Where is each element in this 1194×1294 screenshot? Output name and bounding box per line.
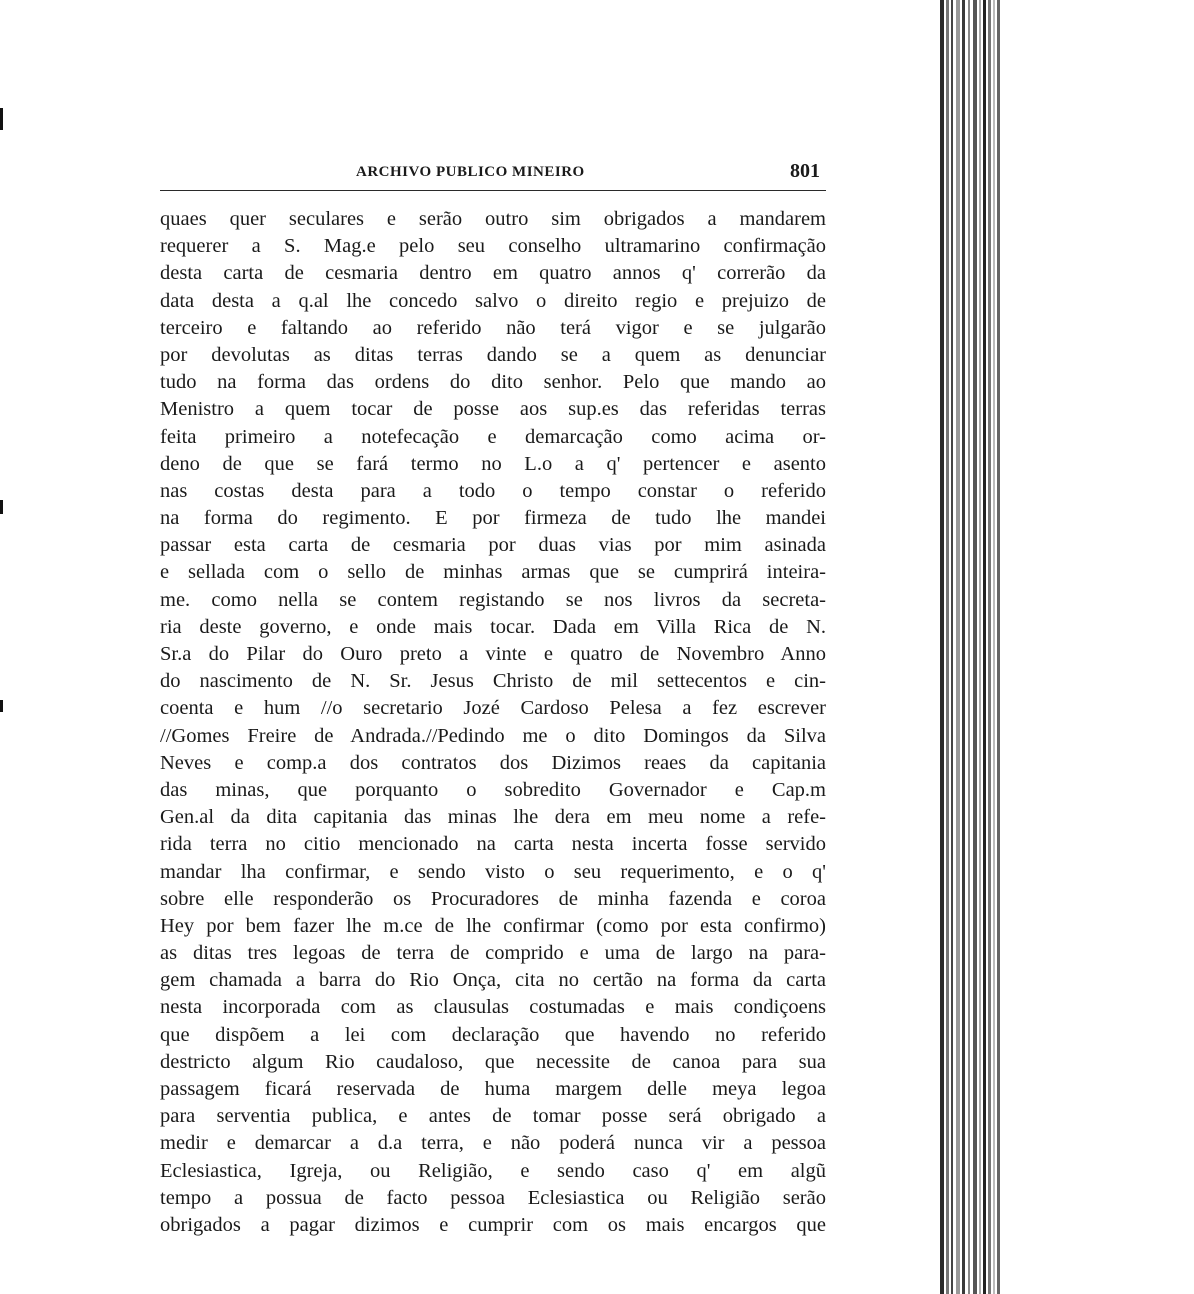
text-line: as ditas tres legoas de terra de comprido e uma de largo na para- <box>160 942 826 965</box>
text-line: rida terra no citio mencionado na carta nesta incerta fosse servido <box>160 833 826 856</box>
text-line: deno de que se fará termo no L.o a q' pertencer e asento <box>160 452 826 475</box>
text-line: Hey por bem fazer lhe m.ce de lhe confirmar (como por esta confirmo) <box>160 914 826 937</box>
text-line: do nascimento de N. Sr. Jesus Christo de mil settecentos e cin- <box>160 670 826 693</box>
text-line: medir e demarcar a d.a terra, e não poderá nunca vir a pessoa <box>160 1132 826 1155</box>
book-spine-edge <box>940 0 1194 1294</box>
text-line: Sr.a do Pilar do Ouro preto a vinte e quatro de Novembro Anno <box>160 643 826 665</box>
text-line: Eclesiastica, Igreja, ou Religião, e sendo caso q' em algũ <box>160 1159 826 1182</box>
text-line: mandar lha confirmar, e sendo visto o seu requerimento, e o q' <box>160 860 826 883</box>
running-head <box>160 160 826 186</box>
text-line: sobre elle responderão os Procuradores de minha fazenda e coroa <box>160 887 826 910</box>
text-line: Menistro a quem tocar de posse aos sup.es das referidas terras <box>160 398 826 421</box>
header-rule <box>160 190 826 191</box>
text-line: que dispõem a lei com declaração que havendo no referido <box>160 1023 826 1046</box>
text-line: feita primeiro a notefecação e demarcação como acima or- <box>160 425 826 448</box>
text-line: requerer a S. Mag.e pelo seu conselho ultramarino confirmação <box>160 235 826 258</box>
text-line: coenta e hum //o secretario Jozé Cardoso Pelesa a fez escrever <box>160 697 826 720</box>
text-line: das minas, que porquanto o sobredito Governador e Cap.m <box>160 778 826 801</box>
text-line: data desta a q.al lhe concedo salvo o direito regio e prejuizo de <box>160 289 826 312</box>
body-text <box>160 206 826 1239</box>
text-line: passagem ficará reservada de huma margem delle meya legoa <box>160 1078 826 1100</box>
text-line: quaes quer seculares e serão outro sim obrigados a mandarem <box>160 208 826 230</box>
text-line: passar esta carta de cesmaria por duas vias por mim asinada <box>160 534 826 557</box>
text-line: para serventia publica, e antes de tomar posse será obrigado a <box>160 1105 826 1128</box>
text-line: nesta incorporada com as clausulas costumadas e mais condiçoens <box>160 996 826 1019</box>
text-line: tempo a possua de facto pessoa Eclesiastica ou Religião serão <box>160 1186 826 1209</box>
text-line: me. como nella se contem registando se nos livros da secreta- <box>160 588 826 611</box>
text-line: e sellada com o sello de minhas armas que se cumprirá inteira- <box>160 561 826 584</box>
text-line: terceiro e faltando ao referido não terá vigor e se julgarão <box>160 316 826 339</box>
text-line: //Gomes Freire de Andrada.//Pedindo me o dito Domingos da Silva <box>160 724 826 747</box>
text-line: obrigados a pagar dizimos e cumprir com os mais encargos que <box>160 1213 826 1236</box>
text-line: tudo na forma das ordens do dito senhor. Pelo que mando ao <box>160 371 826 394</box>
text-line: ria deste governo, e onde mais tocar. Dada em Villa Rica de N. <box>160 615 826 638</box>
text-line: Neves e comp.a dos contratos dos Dizimos reaes da capitania <box>160 751 826 774</box>
text-line: desta carta de cesmaria dentro em quatro annos q' correrão da <box>160 262 826 285</box>
running-title: ARCHIVO PUBLICO MINEIRO <box>356 164 585 180</box>
text-line: na forma do regimento. E por firmeza de tudo lhe mandei <box>160 507 826 530</box>
text-line: Gen.al da dita capitania das minas lhe dera em meu nome a refe- <box>160 806 826 829</box>
text-line: nas costas desta para a todo o tempo constar o referido <box>160 479 826 502</box>
page-number: 801 <box>790 160 820 182</box>
text-line: por devolutas as ditas terras dando se a quem as denunciar <box>160 343 826 366</box>
text-line: destricto algum Rio caudaloso, que necessite de canoa para sua <box>160 1050 826 1073</box>
text-line: gem chamada a barra do Rio Onça, cita no certão na forma da carta <box>160 969 826 992</box>
